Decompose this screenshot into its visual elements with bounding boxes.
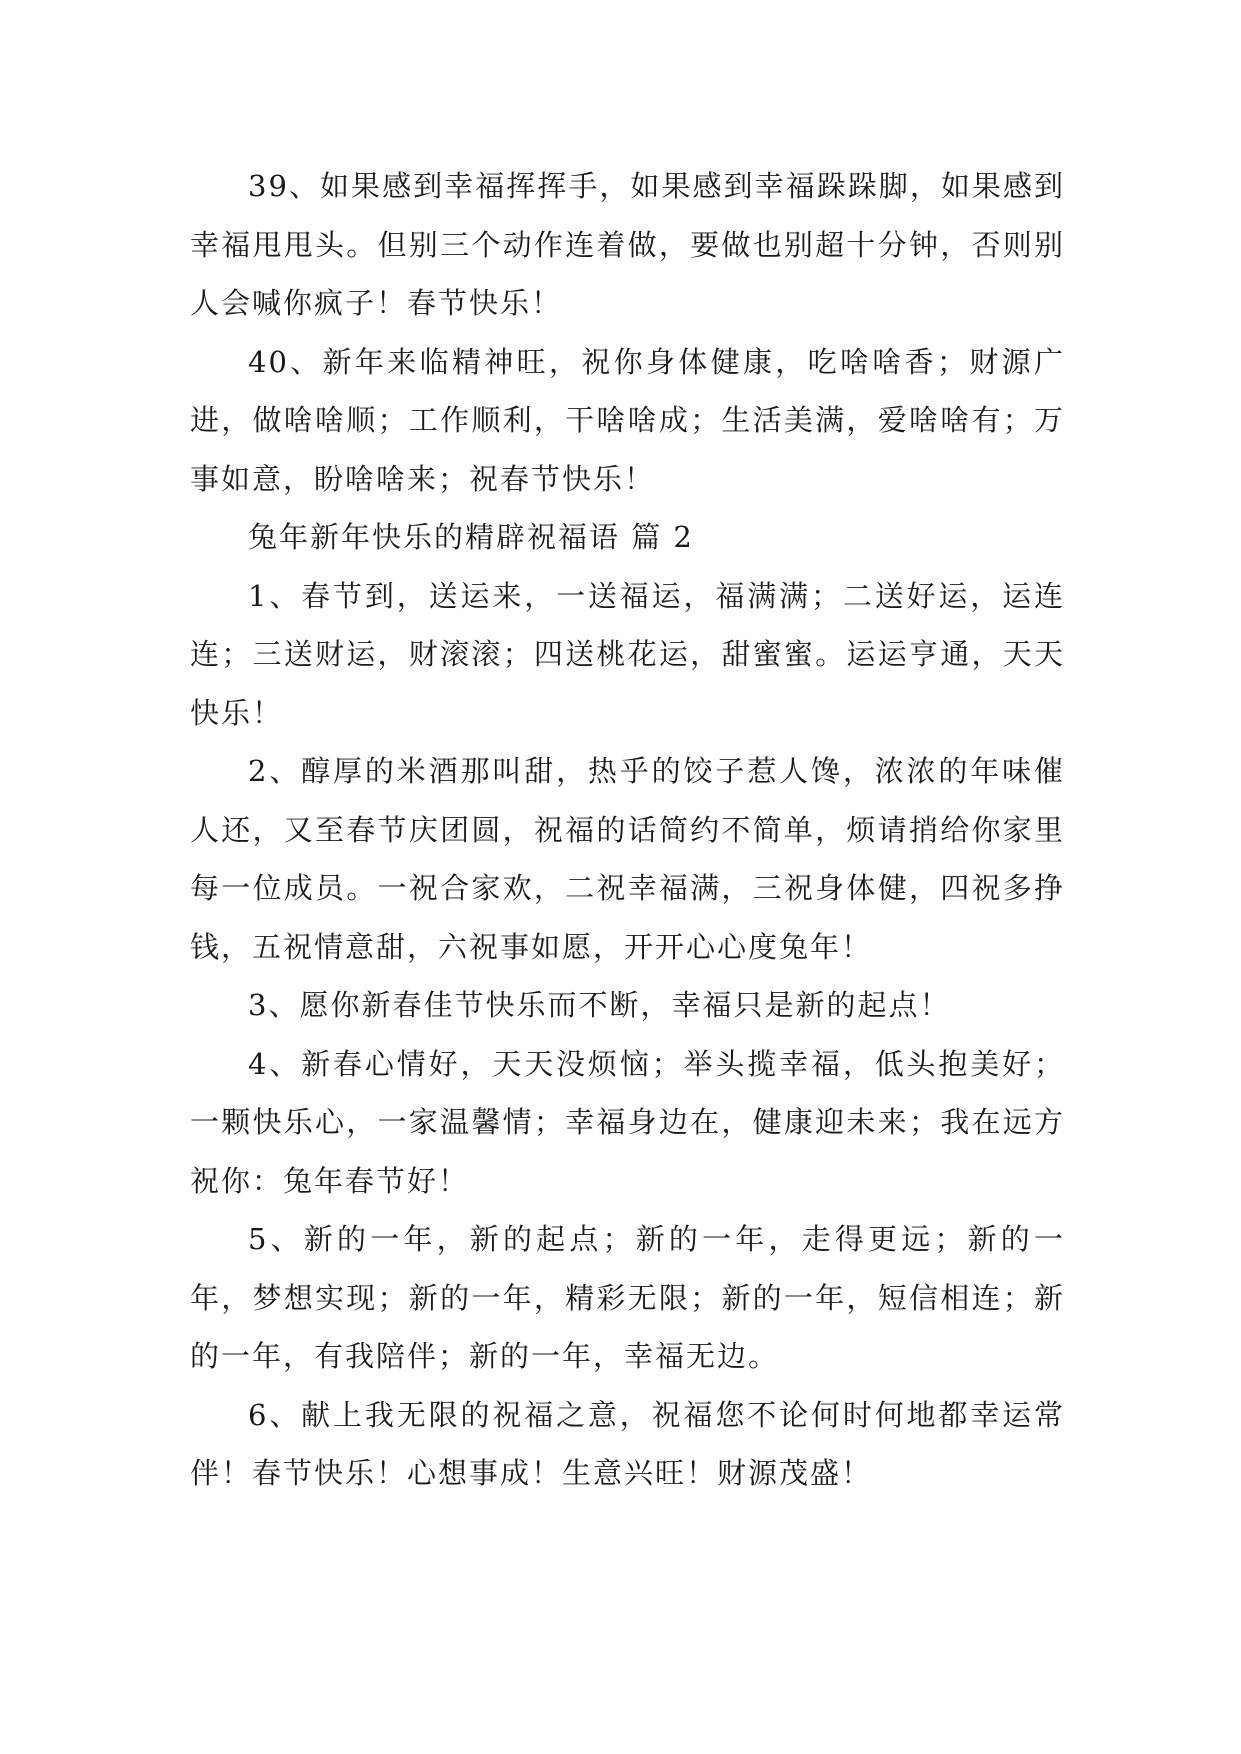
paragraph-4: 4、新春心情好，天天没烦恼；举头揽幸福，低头抱美好；一颗快乐心，一家温馨情；幸福身边在，健康迎未来；我在远方祝你：兔年春节好！ — [190, 1046, 1065, 1198]
paragraph-2: 2、醇厚的米酒那叫甜，热乎的饺子惹人馋，浓浓的年味催人还，又至春节庆团圆，祝福的话简约不简单，烦请捎给你家里每一位成员。一祝合家欢，二祝幸福满，三祝身体健，四祝多挣钱，五祝情意甜，六祝事如愿，开开心心度兔年！ — [190, 754, 1065, 964]
paragraph-40: 40、新年来临精神旺，祝你身体健康，吃啥啥香；财源广进，做啥啥顺；工作顺利，干啥啥成；生活美满，爱啥啥有；万事如意，盼啥啥来；祝春节快乐！ — [190, 344, 1065, 496]
section-heading: 兔年新年快乐的精辟祝福语 篇 2 — [248, 520, 694, 554]
document-body — [190, 157, 1065, 1503]
paragraph-3: 3、愿你新春佳节快乐而不断，幸福只是新的起点！ — [248, 988, 951, 1022]
paragraph-6: 6、献上我无限的祝福之意，祝福您不论何时何地都幸运常伴！春节快乐！心想事成！生意兴旺！财源茂盛！ — [190, 1397, 1065, 1490]
paragraph-1: 1、春节到，送运来，一送福运，福满满；二送好运，运连连；三送财运，财滚滚；四送桃花运，甜蜜蜜。运运亨通，天天快乐！ — [190, 578, 1065, 730]
paragraph-5: 5、新的一年，新的起点；新的一年，走得更远；新的一年，梦想实现；新的一年，精彩无限；新的一年，短信相连；新的一年，有我陪伴；新的一年，幸福无边。 — [190, 1222, 1065, 1373]
paragraph-39: 39、如果感到幸福挥挥手，如果感到幸福跺跺脚，如果感到幸福甩甩头。但别三个动作连着做，要做也别超十分钟，否则别人会喊你疯子！春节快乐！ — [190, 169, 1065, 320]
